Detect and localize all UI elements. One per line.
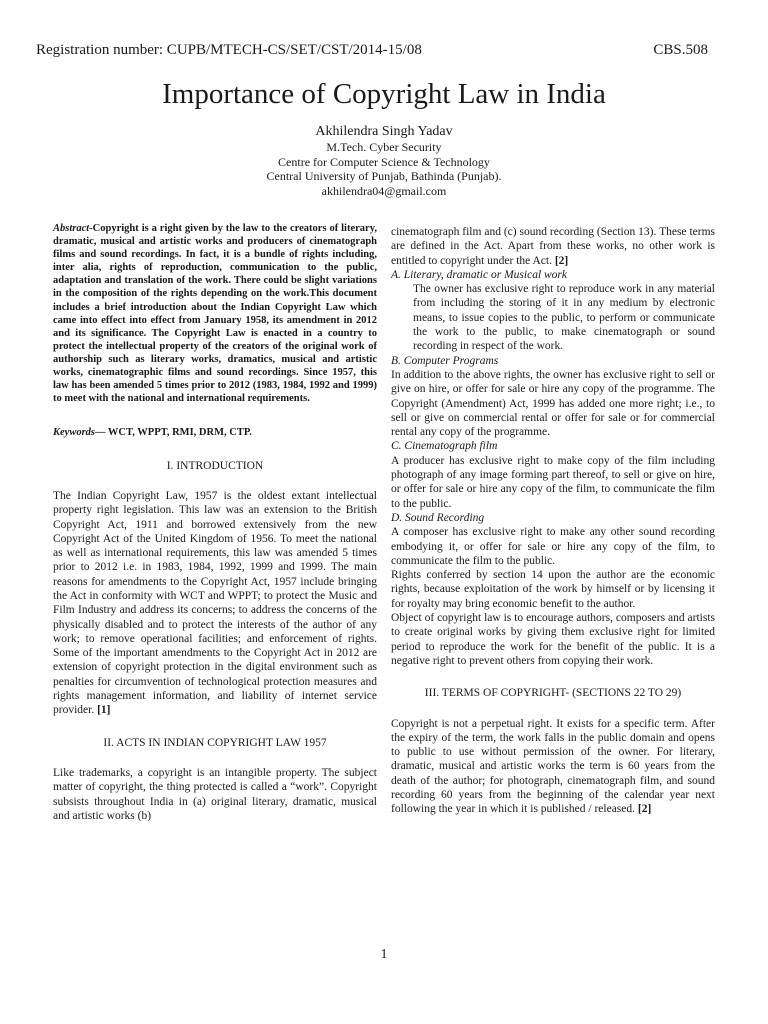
subsection-heading-cinematograph: C. Cinematograph film [391,440,498,453]
acts-paragraph: Like trademarks, a copyright is an intangible property. The subject matter of copyright, the thing protected is called a “work”. Copyright subsists throughout India in (a) original literary, dramatic, musical and artistic works (b) [53,766,377,822]
page-number: 1 [380,947,388,962]
subsection-heading-sound-recording: D. Sound Recording [391,511,485,524]
section-heading-acts: II. ACTS IN INDIAN COPYRIGHT LAW 1957 [103,736,327,749]
subsection-heading-computer-programs: B. Computer Programs [391,354,499,367]
keywords-text: WCT, WPPT, RMI, DRM, CTP. [105,427,252,439]
author-program: M.Tech. Cyber Security [326,140,442,154]
section-heading-introduction: I. INTRODUCTION [166,459,264,472]
citation-ref: [2] [554,254,569,267]
subsection-text-cinematograph: A producer has exclusive right to make copy of the film including photograph of any image forming part thereof, to sell or give on hire, or offer for sale or hire any copy of the film, to communicate the film to the public. [391,454,715,510]
left-column [53,222,377,823]
citation-ref: [2] [637,803,652,816]
abstract-text: Copyright is a right given by the law to the creators of literary, dramatic, musical and artistic works and producers of cinematograph films and sound recordings. In fact, it is a bundle of rights including, inter alia, rights of reproduction, communication to the public, adaptation and translation of the work. There could be slight variations in the composition of the rights depending on the work.This document includes a brief introduction about the Indian Copyright Law which came into effect into effect from January 1958, its amendment in 2012 and its significance. The Copyright Law is enacted in a country to protect the intellectual property of the creators of the original work of authorship such as literary works, dramatics, musical and artistic works, cinematographic films and sound recordings. Since 1957, this law has been amended 5 times prior to 2012 (1983, 1984, 1992 and 1999) to meet with the national and international requirements. [53,223,377,405]
section-heading-terms: III. TERMS OF COPYRIGHT- (SECTIONS 22 TO 29) [424,687,682,700]
author-email: akhilendra04@gmail.com [321,183,447,198]
author-university: Central University of Punjab, Bathinda (Punjab). [266,169,502,183]
author-affiliation [0,140,768,198]
abstract [53,222,377,405]
header-code: CBS.508 [653,42,708,58]
keywords-label: Keywords [53,427,95,439]
terms-paragraph [391,717,715,817]
introduction-paragraph [53,489,377,718]
abstract-label: Abstract- [53,223,93,234]
author-centre: Centre for Computer Science & Technology [278,154,490,169]
right-column [391,225,715,817]
subsection-text-literary: The owner has exclusive right to reproduce work in any material from including the storing of it in any medium by electronic means, to issue copies to the public, to perform or communicate the work to the public, to make cinematograph or sound recording in respect of the work. [413,283,715,353]
introduction-text: The Indian Copyright Law, 1957 is the oldest extant intellectual property right legislation. This law was an extension to the British Copyright Act, 1911 and borrowed extensively from the new Copyright Act of the United Kingdom of 1956. To meet the national as well as international requirements, this law was amended 5 times prior to 2012 i.e. in 1983, 1984, 1992, 1999 and 1999. The main reasons for amendments to the Copyright Act, 1957 include bringing the Act in conformity with WCT and WPPT; to protect the Music and Film Industry and address its concerns; to address the concerns of the physically disabled and to protect the interests of the author of any work; to remove operational facilities; and enforcement of rights. Some of the important amendments to the Copyright Act in 2012 are extension of copyright protection in the digital environment such as penalties for circumvention of technological protection measures and rights management information, and liability of internet service provider. [53,489,377,717]
acts-continued-text: cinematograph film and (c) sound recording (Section 13). These terms are defined in the Act. Apart from these works, no other work is entitled to copyright under the Act. [391,226,715,267]
object-paragraph: Object of copyright law is to encourage authors, composers and artists to create original works by giving them exclusive right for limited period to reproduce the work for the benefit of the public. It is a negative right to prevent others from copying their work. [391,612,715,667]
acts-paragraph-continued [391,225,715,268]
author-name: Akhilendra Singh Yadav [315,124,453,139]
subsection-text-computer-programs: In addition to the above rights, the owner has exclusive right to sell or give on hire, or offer for sale or hire any copy of the programme. The Copyright (Amendment) Act, 1999 has added one more right; i.e., to sell or give on commercial rental or offer for sale or for commercial rental any copy of the programme. [391,368,715,439]
subsection-heading-literary: A. Literary, dramatic or Musical work [391,268,568,281]
paper-title: Importance of Copyright Law in India [162,78,606,110]
rights-paragraph: Rights conferred by section 14 upon the author are the economic rights, because exploitation of the work by himself or by licensing it for royalty may bring economic benefit to the author. [391,569,715,610]
citation-ref: [1] [97,704,111,717]
keywords-dash: — [95,427,106,439]
keywords [53,426,377,440]
header-registration: Registration number: CUPB/MTECH-CS/SET/CST/2014-15/08 [36,42,422,58]
terms-text: Copyright is not a perpetual right. It exists for a specific term. After the expiry of the term, the work falls in the public domain and opens to public to use without permission of the owner. For literary, dramatic, musical and artistic works the term is 60 years from the death of the author; for photograph, cinematograph film, and sound recording 60 years from the beginning of the calendar year next following the year in which it is published / released. [391,717,715,816]
subsection-text-sound-recording: A composer has exclusive right to make any other sound recording embodying it, or offer for sale or hire any copy of the film, to communicate the film to the public. [391,526,715,567]
